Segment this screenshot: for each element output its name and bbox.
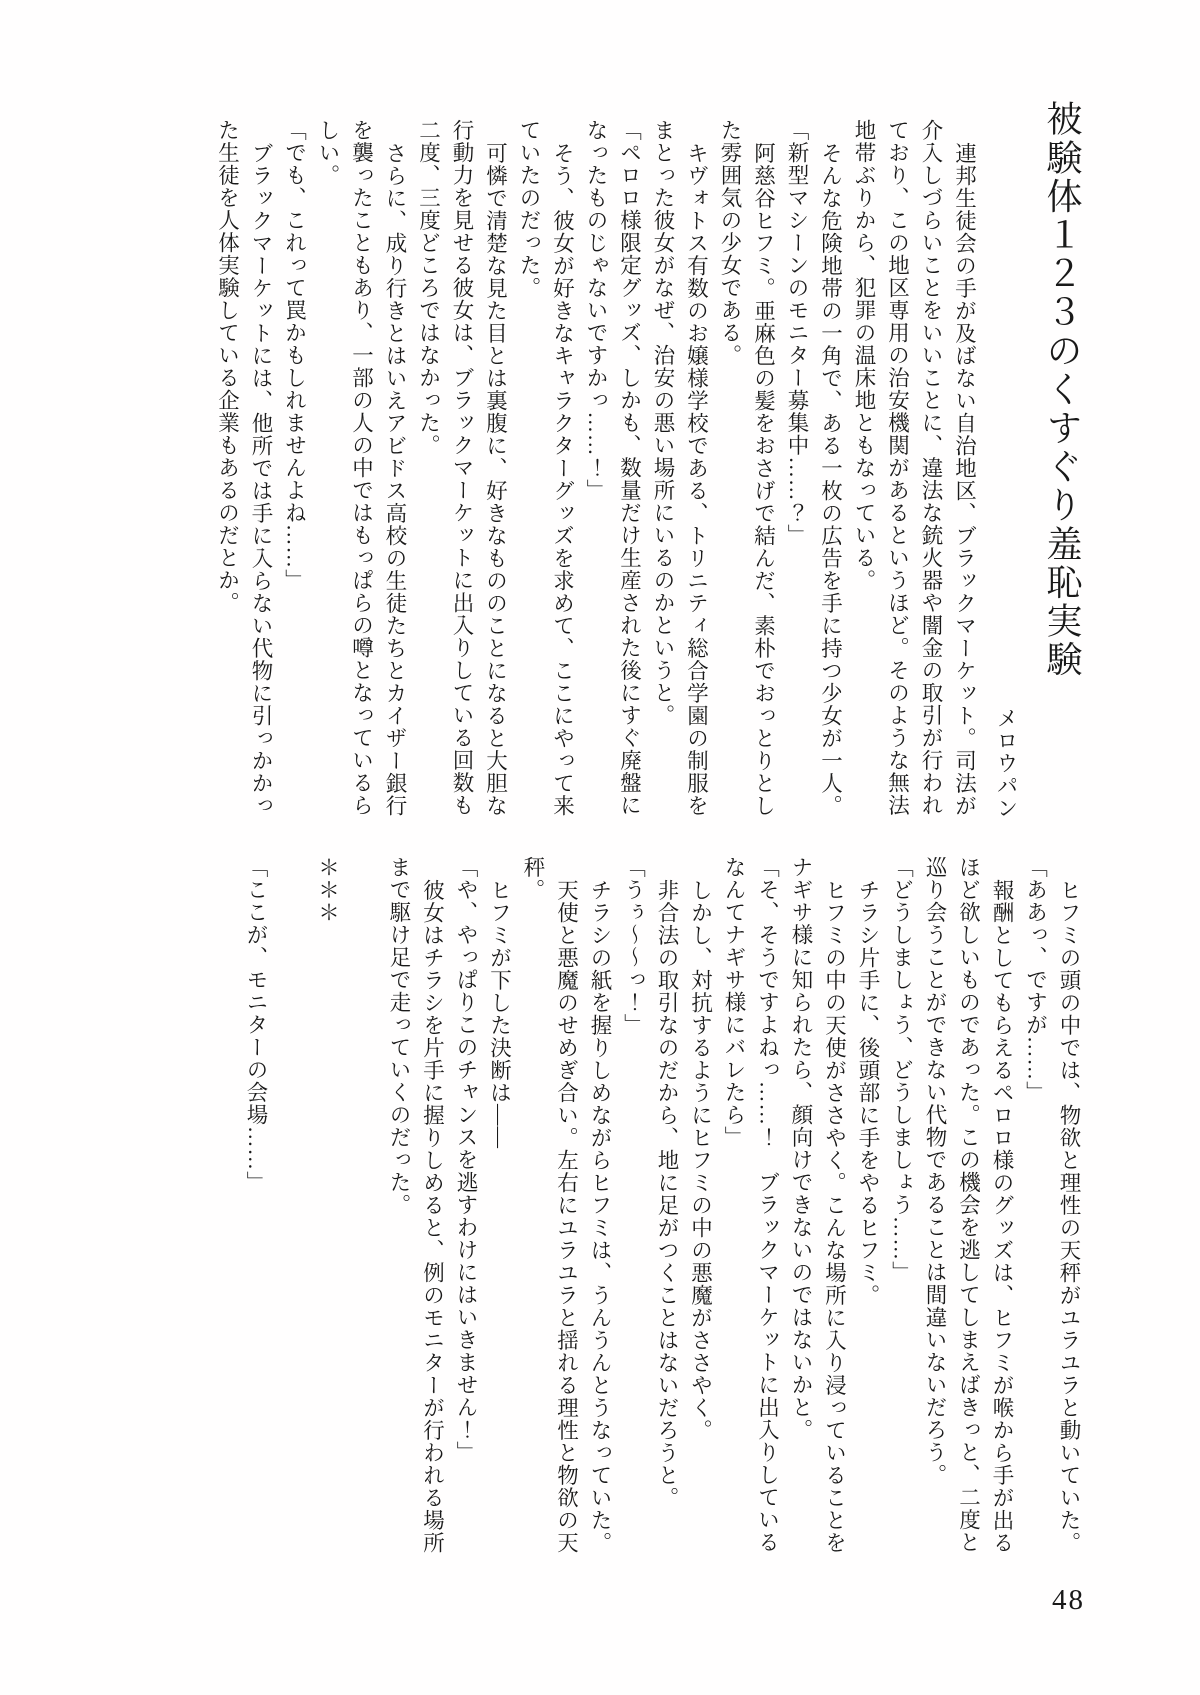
top-paragraph-6: 「ペロロ様限定グッズ、しかも、数量だけ生産された後にすぐ廃盤になったものじゃないですかっ……！」 [584,119,642,817]
bottom-paragraph-6: ヒフミの中の天使がささやく。こんな場所に入り浸っていることをナギサ様に知られたら、顔向けできないのではないかと。 [789,856,847,1554]
bottom-paragraph-11: チラシの紙を握りしめながらヒフミは、うんうんとうなっていた。 [588,878,612,1554]
bottom-paragraph-7: 「そ、そうですよねっ……！ ブラックマーケットに出入りしているなんてナギサ様にバレたら」 [722,856,780,1554]
story-bottom-section [239,856,1086,1556]
top-paragraph-5: キヴォトス有数のお嬢様学校である、トリニティ総合学園の制服をまとった彼女がなぜ、治安の悪い場所にいるのかというと。 [651,119,709,817]
top-paragraph-10: 「でも、これって罠かもしれませんよね……」 [282,119,307,592]
bottom-paragraph-9: 非合法の取引なのだから、地に足がつくことはないだろうと。 [655,878,679,1509]
top-paragraph-8: 可憐で清楚な見た目とは裏腹に、好きなもののことになると大胆な行動力を見せる彼女は、ブラックマーケットに出入りしている回数も二度、三度どころではなかった。 [416,119,508,817]
bottom-paragraph-3: 報酬としてもらえるペロロ様のグッズは、ヒフミが喉から手が出るほど欲しいものであった。この機会を逃してしまえばきっと、二度と巡り会うことができない代物であることは間違いないだろう。 [923,856,1014,1554]
bottom-paragraph-15: 彼女はチラシを片手に握りしめると、例のモニターが行われる場所まで駆け足で走っていくのだった。 [387,856,445,1554]
top-paragraph-9: さらに、成り行きとはいえアビドス高校の生徒たちとカイザー銀行を襲ったこともあり、一部の人の中ではもっぱらの噂となっているらしい。 [316,119,407,817]
bottom-paragraph-17: 「ここが、モニターの会場……」 [244,856,268,1194]
bottom-paragraph-13: ヒフミが下した決断は―― [487,878,512,1149]
bottom-paragraph-2: 「ああっ、ですが……」 [1023,856,1048,1104]
top-paragraph-7: そう、彼女が好きなキャラクターグッズを求めて、ここにやって来ていたのだった。 [517,119,575,817]
top-paragraph-3: 「新型マシーンのモニター募集中……？」 [785,119,809,547]
bottom-paragraph-1: ヒフミの頭の中では、物欲と理性の天秤がユラユラと動いていた。 [1057,878,1081,1554]
author-name: メロウパン [994,706,1018,819]
top-paragraph-11: ブラックマーケットには、他所では手に入らない代物に引っかかった生徒を人体実験している企業もあるのだとか。 [215,119,273,817]
page-number: 48 [1052,1584,1085,1616]
top-text-columns [210,100,981,819]
bottom-paragraph-10: 「うぅ～～っ！」 [621,856,646,1036]
story-title: 被験体１２３のくすぐり羞恥実験 [1042,100,1082,679]
bottom-paragraph-16: ＊＊＊ [315,856,340,924]
top-paragraph-4: 阿慈谷ヒフミ。亜麻色の髪をおさげで結んだ、素朴でおっとりとした雰囲気の少女である。 [718,119,776,817]
top-paragraph-1: 連邦生徒会の手が及ばない自治地区、ブラックマーケット。司法が介入しづらいことをいいことに、違法な銃火器や闇金の取引が行われており、この地区専用の治安機関があるというほど。そのような無法地帯ぶりから、犯罪の温床地ともなっている。 [852,119,977,817]
top-paragraph-2: そんな危険地帯の一角で、ある一枚の広告を手に持つ少女が一人。 [818,141,843,817]
story-top-section [210,100,1085,819]
bottom-paragraph-5: チラシ片手に、後頭部に手をやるヒフミ。 [856,878,880,1306]
bottom-paragraph-8: しかし、対抗するようにヒフミの中の悪魔がささやく。 [688,878,713,1441]
bottom-paragraph-12: 天使と悪魔のせめぎ合い。左右にユラユラと揺れる理性と物欲の天秤。 [521,856,579,1554]
bottom-paragraph-14: 「や、やっぱりこのチャンスを逃すわけにはいきません！」 [454,856,478,1464]
bottom-text-columns [239,856,1086,1556]
bottom-paragraph-4: 「どうしましょう、どうしましょう……」 [889,856,914,1284]
